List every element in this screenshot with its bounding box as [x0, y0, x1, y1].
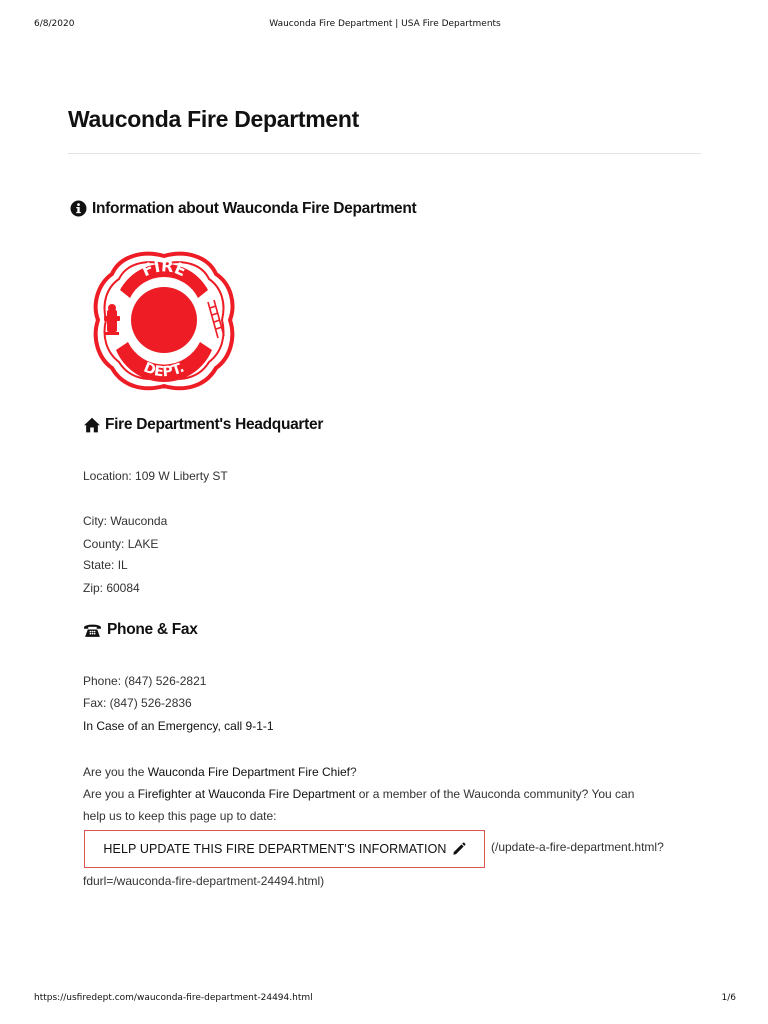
chief-prefix: Are you the	[83, 765, 148, 779]
title-divider	[68, 153, 701, 154]
telephone-icon	[83, 621, 103, 639]
info-heading	[70, 200, 416, 218]
page-title: Wauconda Fire Department	[68, 106, 359, 132]
hq-zip: Zip: 60084	[83, 581, 140, 595]
fax-number: Fax: (847) 526-2836	[83, 696, 192, 710]
footer-url: https://usfiredept.com/wauconda-fire-department-24494.html	[34, 993, 313, 1003]
logo-bottom-text: DEPT.	[141, 359, 187, 381]
hq-state: State: IL	[83, 558, 128, 572]
logo-center-disc	[131, 287, 197, 353]
help-update-label: HELP UPDATE THIS FIRE DEPARTMENT'S INFORMATION	[103, 842, 447, 856]
info-circle-icon	[70, 200, 88, 218]
print-date: 6/8/2020	[34, 19, 75, 29]
pencil-icon	[452, 842, 466, 856]
logo-top-text: FIRE	[138, 256, 190, 281]
phone-fax-heading-text: Phone & Fax	[107, 621, 198, 638]
ff-title: Firefighter at Wauconda Fire Department	[137, 787, 356, 801]
fire-dept-logo	[90, 246, 238, 396]
help-line: help us to keep this page up to date:	[83, 809, 277, 823]
help-update-button[interactable]	[84, 830, 485, 868]
chief-title: Wauconda Fire Department Fire Chief	[147, 765, 351, 779]
emergency-note: In Case of an Emergency, call 9-1-1	[83, 719, 274, 733]
phone-number: Phone: (847) 526-2821	[83, 674, 207, 688]
hq-heading	[83, 416, 323, 434]
chief-question	[83, 765, 357, 779]
ff-suffix: or a member of the Wauconda community? You can	[355, 787, 635, 801]
hq-county: County: LAKE	[83, 537, 159, 551]
footer-page-number: 1/6	[721, 993, 736, 1003]
update-url-part2: fdurl=/wauconda-fire-department-24494.html)	[83, 874, 325, 888]
ff-prefix: Are you a	[83, 787, 138, 801]
hq-heading-text: Fire Department's Headquarter	[105, 416, 324, 433]
print-doc-title: Wauconda Fire Department | USA Fire Departments	[269, 19, 501, 29]
update-url-part1: (/update-a-fire-department.html?	[491, 840, 664, 854]
info-heading-text: Information about Wauconda Fire Department	[92, 200, 417, 217]
hq-city: City: Wauconda	[83, 514, 168, 528]
hq-location: Location: 109 W Liberty ST	[83, 469, 228, 483]
firefighter-question	[83, 787, 634, 801]
home-icon	[83, 416, 101, 434]
phone-fax-heading	[83, 621, 198, 639]
chief-suffix: ?	[350, 765, 357, 779]
